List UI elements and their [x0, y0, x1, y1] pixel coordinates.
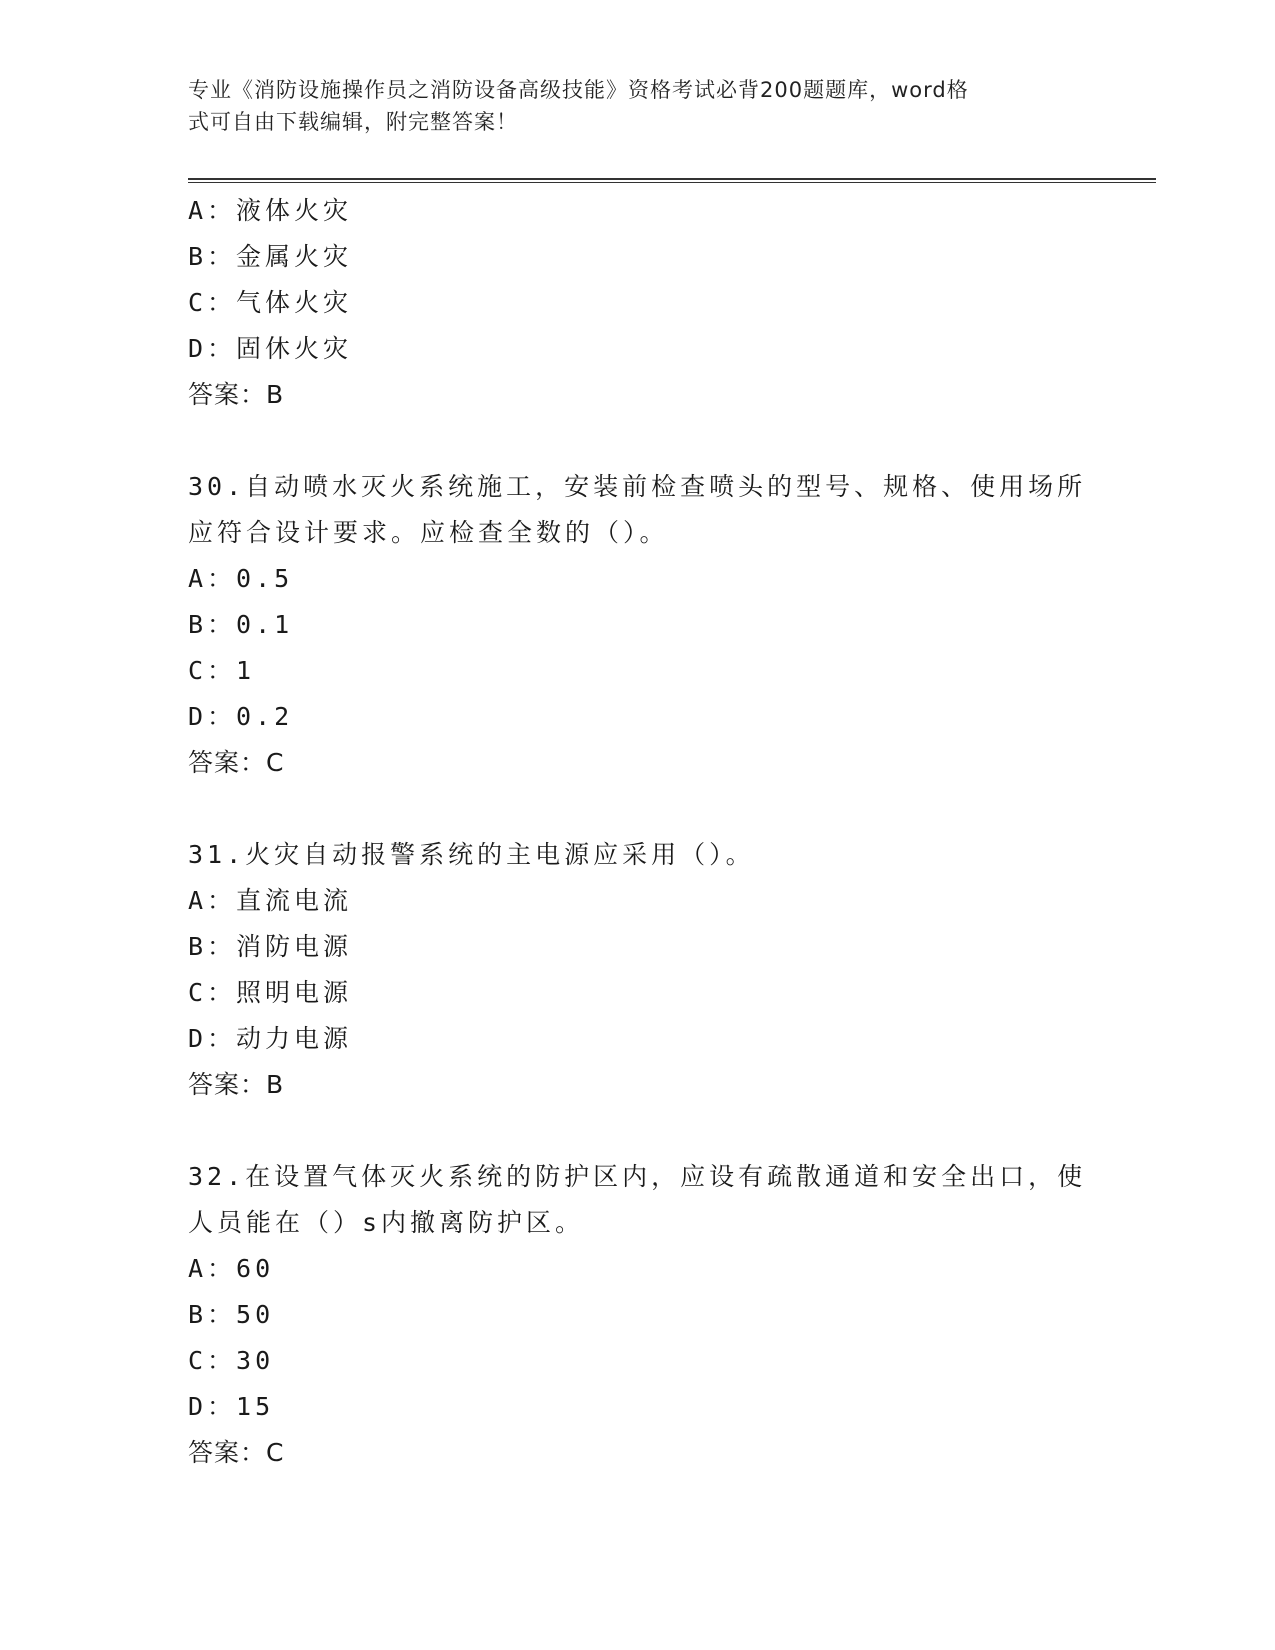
- answer: 答案：C: [188, 1438, 285, 1467]
- header-line-1: 专业《消防设施操作员之消防设备高级技能》资格考试必背200题题库，word格: [188, 78, 969, 102]
- question-text-line-1: 32.在设置气体灭火系统的防护区内，应设有疏散通道和安全出口，使: [188, 1162, 1087, 1191]
- option-d: D：固休火灾: [188, 334, 353, 363]
- question-30: [188, 464, 1088, 786]
- option-c: C：1: [188, 656, 256, 685]
- option-a: A：直流电流: [188, 886, 353, 915]
- spacer: [188, 418, 1088, 464]
- question-list: [188, 188, 1088, 1476]
- option-b: B：0.1: [188, 610, 294, 639]
- answer: 答案：C: [188, 748, 285, 777]
- header-line-2: 式可自由下载编辑，附完整答案！: [188, 110, 518, 134]
- option-c: C：气体火灾: [188, 288, 353, 317]
- option-b: B：金属火灾: [188, 242, 353, 271]
- document-header: [188, 74, 1068, 138]
- option-b: B：50: [188, 1300, 275, 1329]
- question-text-line-1: 31.火灾自动报警系统的主电源应采用（）。: [188, 840, 755, 869]
- option-a: A：0.5: [188, 564, 294, 593]
- option-d: D：15: [188, 1392, 275, 1421]
- question-text-line-2: 应符合设计要求。应检查全数的（）。: [188, 518, 669, 547]
- question-32: [188, 1154, 1088, 1476]
- spacer: [188, 786, 1088, 832]
- option-a: A：60: [188, 1254, 275, 1283]
- option-d: D：0.2: [188, 702, 294, 731]
- question-31: [188, 832, 1088, 1108]
- option-b: B：消防电源: [188, 932, 353, 961]
- header-divider: [188, 178, 1156, 183]
- question-29: [188, 188, 1088, 418]
- question-text-line-1: 30.自动喷水灭火系统施工，安装前检查喷头的型号、规格、使用场所: [188, 472, 1087, 501]
- answer: 答案：B: [188, 1070, 285, 1099]
- option-c: C：30: [188, 1346, 275, 1375]
- option-d: D：动力电源: [188, 1024, 353, 1053]
- option-a: A：液体火灾: [188, 196, 353, 225]
- option-c: C：照明电源: [188, 978, 353, 1007]
- question-text-line-2: 人员能在（）s内撤离防护区。: [188, 1208, 585, 1237]
- spacer: [188, 1108, 1088, 1154]
- answer: 答案：B: [188, 380, 285, 409]
